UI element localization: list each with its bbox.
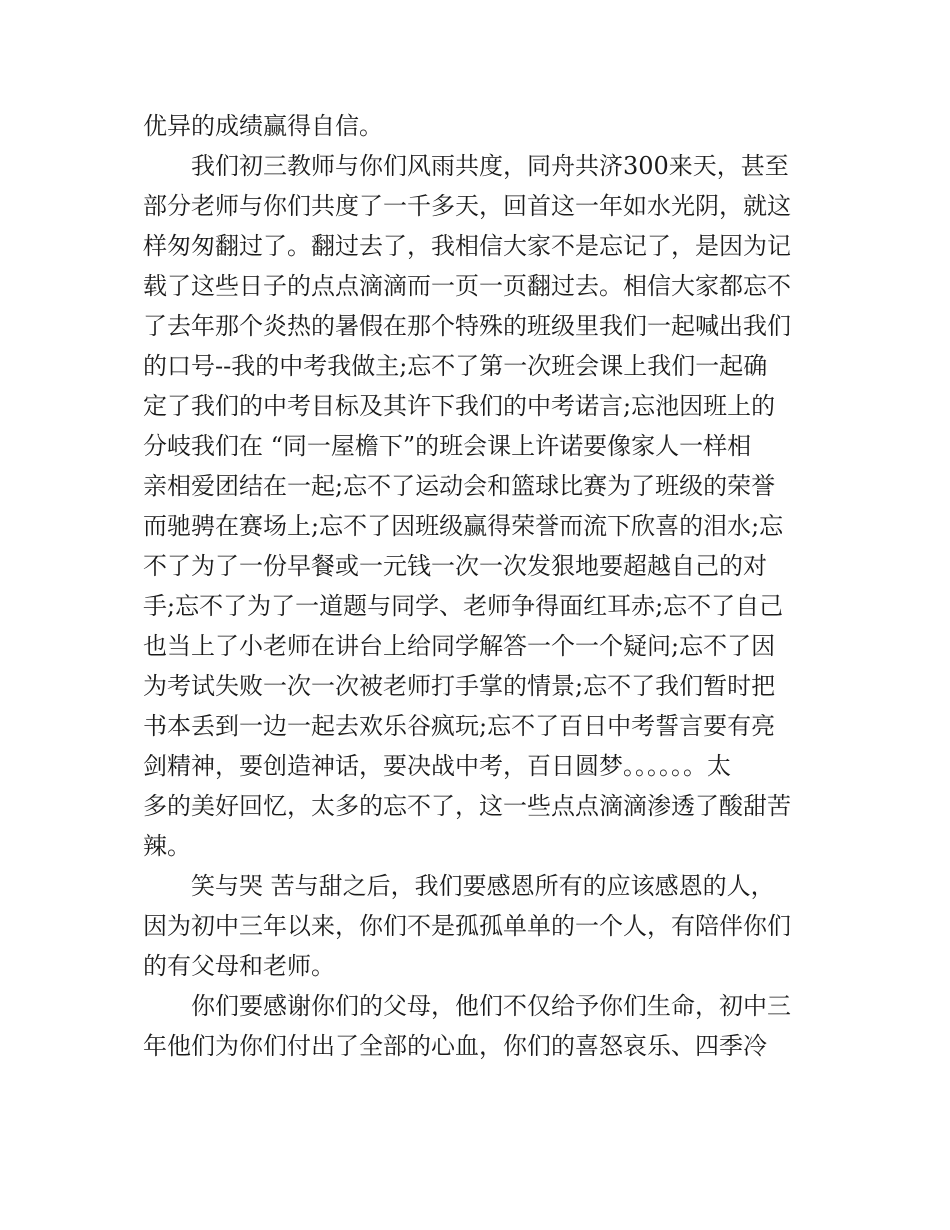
text-line: 部分老师与你们共度了一千多天，回首这一年如水光阴，就这	[143, 192, 791, 220]
text-line: 也当上了小老师在讲台上给同学解答一个一个疑问;忘不了因	[143, 632, 776, 660]
text-line: 载了这些日子的点点滴滴而一页一页翻过去。相信大家都忘不	[143, 272, 791, 300]
text-line: 的口号--我的中考我做主;忘不了第一次班会课上我们一起确	[143, 352, 768, 380]
text-line: 辣。	[143, 832, 191, 860]
text-line: 不了为了一份早餐或一元钱一次一次发狠地要超越自己的对	[143, 552, 767, 580]
document-body	[143, 106, 813, 1066]
text-line: 优异的成绩赢得自信。	[143, 112, 383, 140]
text-line: 手;忘不了为了一道题与同学、老师争得面红耳赤;忘不了自己	[143, 592, 784, 620]
text-line: 了去年那个炎热的暑假在那个特殊的班级里我们一起喊出我们	[143, 312, 791, 340]
text-line: 亲相爱团结在一起;忘不了运动会和篮球比赛为了班级的荣誉	[143, 472, 776, 500]
text-line: 定了我们的中考目标及其许下我们的中考诺言;忘池因班上的	[143, 392, 776, 420]
text-line: 我们初三教师与你们风雨共度，同舟共济300来天，甚至	[191, 152, 789, 180]
text-line: 分岐我们在 “同一屋檐下”的班会课上许诺要像家人一样相	[143, 432, 752, 460]
text-line: 剑精神，要创造神话，要决战中考，百日圆梦。。。。。。太	[143, 752, 731, 780]
text-line: 多的美好回忆，太多的忘不了，这一些点点滴滴渗透了酸甜苦	[143, 792, 791, 820]
text-line: 而驰骋在赛场上;忘不了因班级赢得荣誉而流下欣喜的泪水;忘	[143, 512, 784, 540]
text-line: 的有父母和老师。	[143, 952, 335, 980]
text-line: 样匆匆翻过了。翻过去了，我相信大家不是忘记了，是因为记	[143, 232, 791, 260]
text-line: 书本丢到一边一起去欢乐谷疯玩;忘不了百日中考誓言要有亮	[143, 712, 776, 740]
text-line: 笑与哭 苦与甜之后，我们要感恩所有的应该感恩的人，	[191, 872, 775, 900]
text-line: 为考试失败一次一次被老师打手掌的情景;忘不了我们暂时把	[143, 672, 776, 700]
text-line: 因为初中三年以来，你们不是孤孤单单的一个人，有陪伴你们	[143, 912, 791, 940]
text-line: 年他们为你们付出了全部的心血，你们的喜怒哀乐、四季冷	[143, 1032, 767, 1060]
text-line: 你们要感谢你们的父母，他们不仅给予你们生命，初中三	[191, 992, 791, 1020]
